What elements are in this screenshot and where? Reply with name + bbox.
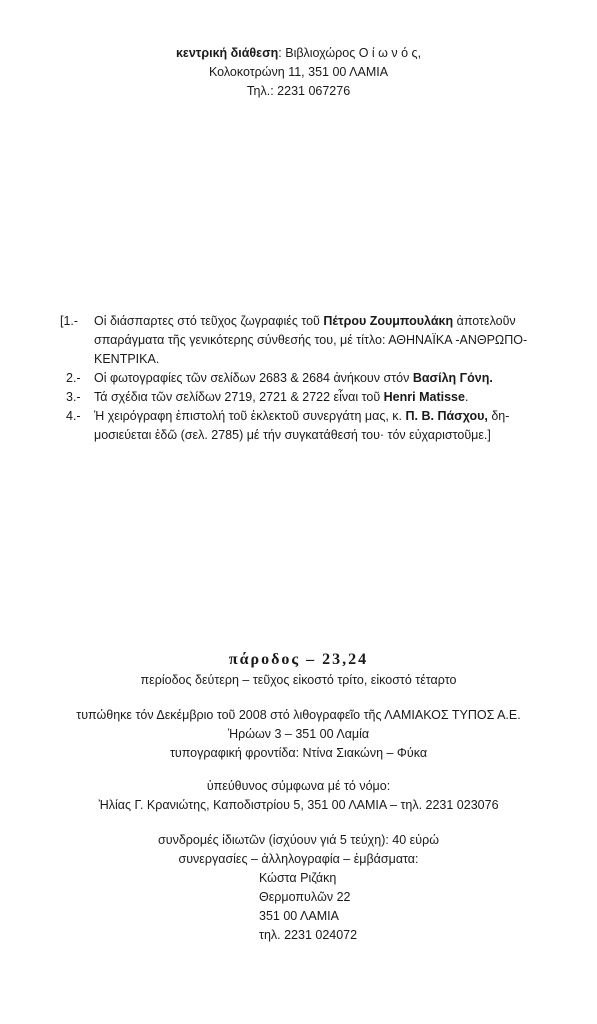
- distribution-label: κεντρική διάθεση: [175, 46, 279, 60]
- printing-info: [0, 706, 597, 763]
- printed-line: τυπώθηκε τόν Δεκέμβριο τοῦ 2008 στό λιθογραφεῖο τῆς ΛΑΜΙΑΚΟΣ ΤΥΠΟΣ Α.Ε.: [76, 708, 521, 722]
- note-4: [66, 407, 536, 445]
- note-1: [60, 312, 536, 369]
- distribution-shop: : Βιβλιοχώρος Ο ί ω ν ό ς,: [278, 46, 422, 60]
- journal-period: περίοδος δεύτερη – τεῦχος εἰκοστό τρίτο, εἰκοστό τέταρτο: [140, 673, 457, 687]
- note-number: 2.-: [66, 371, 81, 385]
- note-text: [94, 369, 536, 388]
- distribution-line: [0, 44, 597, 63]
- note-3: [66, 388, 536, 407]
- note-text: [94, 312, 536, 369]
- note-text: [94, 407, 536, 445]
- note-4-text-a: Ἡ χειρόγραφη ἐπιστολή τοῦ ἐκλεκτοῦ συνεργάτη μας, κ.: [94, 409, 406, 423]
- contact-name: Κώστα Ριζάκη: [259, 871, 337, 885]
- contact-city: 351 00 ΛΑΜΙΑ: [259, 909, 339, 923]
- responsible-person: Ἠλίας Γ. Κρανιώτης, Καποδιστρίου 5, 351 00 ΛΑΜΙΑ – τηλ. 2231 023076: [98, 798, 499, 812]
- note-3-text-c: .: [464, 390, 469, 404]
- note-number: 4.-: [66, 409, 81, 423]
- notes-list: [60, 312, 536, 445]
- note-2-name: Βασίλη Γόνη.: [412, 371, 493, 385]
- contact-phone: τηλ. 2231 024072: [259, 928, 358, 942]
- printer-address: Ἡρώων 3 – 351 00 Λαμία: [227, 727, 370, 741]
- subscription-info: [0, 831, 597, 869]
- note-text: [94, 388, 536, 407]
- distribution-address: Κολοκοτρώνη 11, 351 00 ΛΑΜΙΑ: [208, 65, 389, 79]
- responsible-info: [0, 777, 597, 815]
- distribution-phone: Τηλ.: 2231 067276: [246, 84, 351, 98]
- colophon: [0, 649, 597, 690]
- subscription-price: συνδρομές ἰδιωτῶν (ἰσχύουν γιά 5 τεύχη): 40 εὐρώ: [158, 833, 439, 847]
- note-4-name: Π. Β. Πάσχου,: [405, 409, 488, 423]
- note-number: [1.-: [60, 314, 79, 328]
- note-2-text-a: Οἱ φωτογραφίες τῶν σελίδων 2683 & 2684 ἀνήκουν στόν: [94, 371, 413, 385]
- note-4-text-c: δη- μοσιεύεται ἐδῶ (σελ. 2785) μέ τήν συγκατάθεσή του· τόν εὐχαριστοῦμε.]: [94, 409, 510, 442]
- note-3-text-a: Τά σχέδια τῶν σελίδων 2719, 2721 & 2722 εἶναι τοῦ: [94, 390, 384, 404]
- responsible-label: ὑπεύθυνος σύμφωνα μέ τό νόμο:: [206, 779, 391, 793]
- note-number: 3.-: [66, 390, 81, 404]
- contact-street: Θερμοπυλῶν 22: [259, 890, 351, 904]
- note-1-text-a: Οἱ διάσπαρτες στό τεῦχος ζωγραφιές τοῦ: [94, 314, 324, 328]
- note-1-name: Πέτρου Ζουμπουλάκη: [323, 314, 454, 328]
- distribution-block: [0, 44, 597, 101]
- note-3-name: Henri Matisse: [383, 390, 465, 404]
- contributions-label: συνεργασίες – ἀλληλογραφία – ἐμβάσματα:: [178, 852, 419, 866]
- typography-credit: τυπογραφική φροντίδα: Ντίνα Σιακώνη – Φύκα: [169, 746, 428, 760]
- journal-title: πάροδος – 23,24: [228, 651, 369, 668]
- note-2: [66, 369, 536, 388]
- note-1-text-c: ἀποτελοῦν σπαράγματα τῆς γενικότερης σύνθεσής του, μέ τίτλο: ΑΘΗΝΑΪΚΑ -ΑΝΘΡΩΠΟ- ΚΕΝΤΡΙΚΑ.: [94, 314, 528, 366]
- contact-address: [259, 869, 357, 945]
